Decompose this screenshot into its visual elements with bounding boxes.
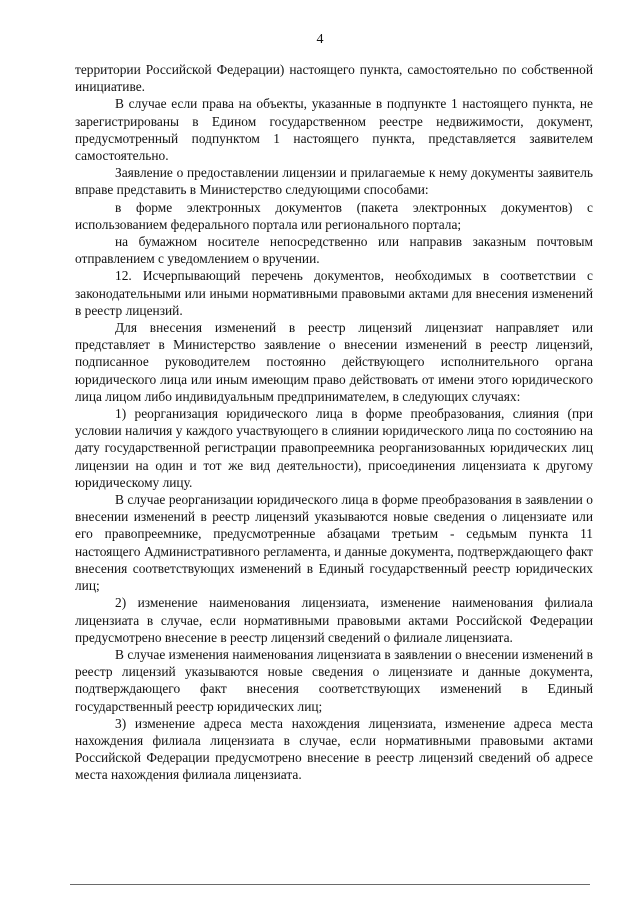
paragraph-case-3: 3) изменение адреса места нахождения лицензиата, изменение адреса места нахождения филиала лицензиата в случае, если нормативными правовыми актами Российской Федерации предусмотрено внесение в реестр лицензий сведений об адресе места нахождения филиала лицензиата. [75,715,593,783]
paragraph-case-2: 2) изменение наименования лицензиата, изменение наименования филиала лицензиата в случае, если нормативными правовыми актами Российской Федерации предусмотрено внесение в реестр лицензий сведений о филиале лицензиата. [75,595,593,645]
paragraph-continuation: территории Российской Федерации) настоящего пункта, самостоятельно по собственной инициативе. [75,62,593,95]
page-bottom-rule [70,884,590,885]
document-body [75,61,593,784]
paragraph-unregistered-rights: В случае если права на объекты, указанные в подпункте 1 настоящего пункта, не зарегистрированы в Едином государственном реестре недвижимости, документ, предусмотренный подпунктом 1 настоящего пункта, представляется заявителем самостоятельно. [75,96,593,164]
paragraph-item-12: 12. Исчерпывающий перечень документов, необходимых в соответствии с законодательными или иными нормативными правовыми актами для внесения изменений в реестр лицензий. [75,268,593,318]
paragraph-paper-form: на бумажном носителе непосредственно или направив заказным почтовым отправлением с уведомлением о вручении. [75,234,593,267]
page-number: 4 [316,32,324,47]
paragraph-submission-methods: Заявление о предоставлении лицензии и прилагаемые к нему документы заявитель вправе представить в Министерство следующими способами: [75,165,593,198]
paragraph-registry-changes: Для внесения изменений в реестр лицензий лицензиат направляет или представляет в Министерство заявление о внесении изменений в реестр лицензий, подписанное руководителем постоянно действующего исполнительного органа юридического лица или иным имеющим право действовать от имени этого юридического лица лицом либо индивидуальным предпринимателем, в следующих случаях: [75,320,593,404]
paragraph-name-change: В случае изменения наименования лицензиата в заявлении о внесении изменений в реестр лицензий указываются новые сведения о лицензиате и данные документа, подтверждающего факт внесения соответствующих изменений в Единый государственный реестр юридических лиц; [75,646,593,714]
paragraph-reorganization: В случае реорганизации юридического лица в форме преобразования в заявлении о внесении изменений в реестр лицензий указываются новые сведения о лицензиате или его правопреемнике, предусмотренные абзацами третьим - седьмым пункта 11 настоящего Административного регламента, и данные документа, подтверждающего факт внесения соответствующих изменений в Единый государственный реестр юридических лиц; [75,492,593,594]
paragraph-case-1: 1) реорганизация юридического лица в форме преобразования, слияния (при условии наличия у каждого участвующего в слиянии юридического лица по состоянию на дату государственной регистрации правопреемника реорганизованных юридических лиц лицензии на один и тот же вид деятельности), присоединения лицензиата к другому юридическому лицу. [75,406,593,490]
paragraph-electronic-form: в форме электронных документов (пакета электронных документов) с использованием федерального портала или регионального портала; [75,199,593,232]
